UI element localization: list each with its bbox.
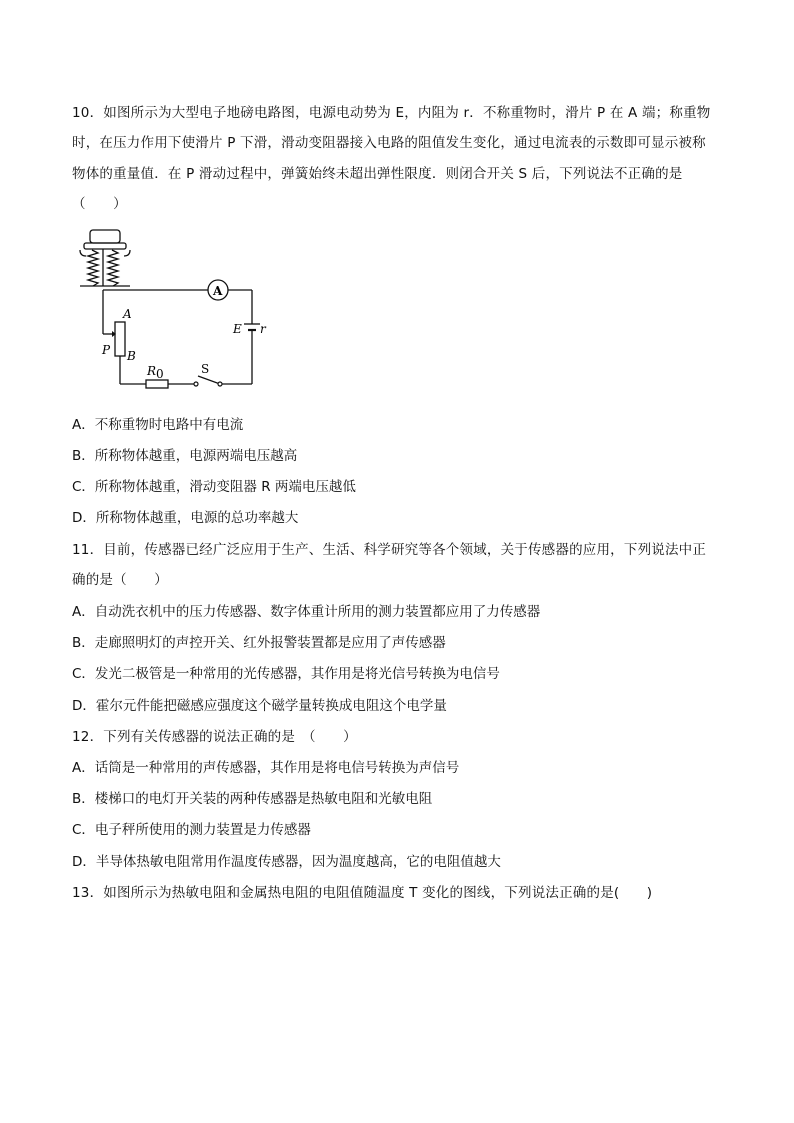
internal-r-label: r: [260, 322, 266, 336]
q11-option-a: A．自动洗衣机中的压力传感器、数字体重计所用的测力装置都应用了力传感器: [72, 604, 541, 620]
q12-option-d: D．半导体热敏电阻常用作温度传感器，因为温度越高，它的电阻值越大: [72, 854, 501, 870]
scale-tray: [84, 243, 126, 249]
slider-p-label: P: [102, 343, 111, 357]
switch-blade: [198, 376, 220, 384]
q10-stem-line-1: 10．如图所示为大型电子地磅电路图，电源电动势为 E，内阻为 r．不称重物时，滑片 P 在 A 端；称重物: [72, 105, 711, 121]
q11-stem-line-1: 11．目前，传感器已经广泛应用于生产、生活、科学研究等各个领域，关于传感器的应用，下列说法中正: [72, 542, 707, 558]
q11-stem-line-2: 确的是（ ）: [72, 572, 168, 588]
q10-stem-line-3: 物体的重量值．在 P 滑动过程中，弹簧始终未超出弹性限度．则闭合开关 S 后，下列说法不正确的是: [72, 166, 683, 182]
q10-stem-line-2: 时，在压力作用下使滑片 P 下滑，滑动变阻器接入电路的阻值发生变化，通过电流表的示数即可显示被称: [72, 135, 706, 151]
q10-option-a: A．不称重物时电路中有电流: [72, 417, 244, 433]
end-a-label: A: [123, 307, 132, 321]
q10-option-d: D．所称物体越重，电源的总功率越大: [72, 510, 299, 526]
switch-label: S: [201, 362, 210, 376]
rheostat: [115, 322, 125, 356]
emf-label: E: [233, 322, 242, 336]
scale-platform: [90, 230, 120, 243]
switch-pivot: [218, 382, 222, 386]
switch-contact: [194, 382, 198, 386]
r0-subscript: 0: [156, 367, 164, 381]
r0-label: R: [147, 364, 157, 378]
left-bracket: [80, 250, 86, 256]
q11-option-c: C．发光二极管是一种常用的光传感器，其作用是将光信号转换为电信号: [72, 666, 500, 682]
q10-option-b: B．所称物体越重，电源两端电压越高: [72, 448, 298, 464]
resistor-r0: [146, 380, 168, 388]
spring-right: [108, 250, 118, 286]
right-bracket: [124, 250, 130, 256]
q13-stem: 13．如图所示为热敏电阻和金属热电阻的电阻值随温度 T 变化的图线，下列说法正确的是( ): [72, 885, 653, 901]
spring-left: [88, 250, 98, 286]
q12-option-b: B．楼梯口的电灯开关装的两种传感器是热敏电阻和光敏电阻: [72, 791, 433, 807]
end-b-label: B: [127, 349, 136, 363]
q10-circuit-diagram: [76, 226, 266, 392]
q11-option-b: B．走廊照明灯的声控开关、红外报警装置都是应用了声传感器: [72, 635, 446, 651]
q12-option-c: C．电子秤所使用的测力装置是力传感器: [72, 822, 311, 838]
q10-stem-line-4: （ ）: [72, 196, 127, 212]
q12-stem: 12．下列有关传感器的说法正确的是 （ ）: [72, 729, 357, 745]
q10-option-c: C．所称物体越重，滑动变阻器 R 两端电压越低: [72, 479, 356, 495]
q11-option-d: D．霍尔元件能把磁感应强度这个磁学量转换成电阻这个电学量: [72, 698, 447, 714]
ammeter-label: A: [213, 284, 223, 298]
q12-option-a: A．话筒是一种常用的声传感器，其作用是将电信号转换为声信号: [72, 760, 460, 776]
